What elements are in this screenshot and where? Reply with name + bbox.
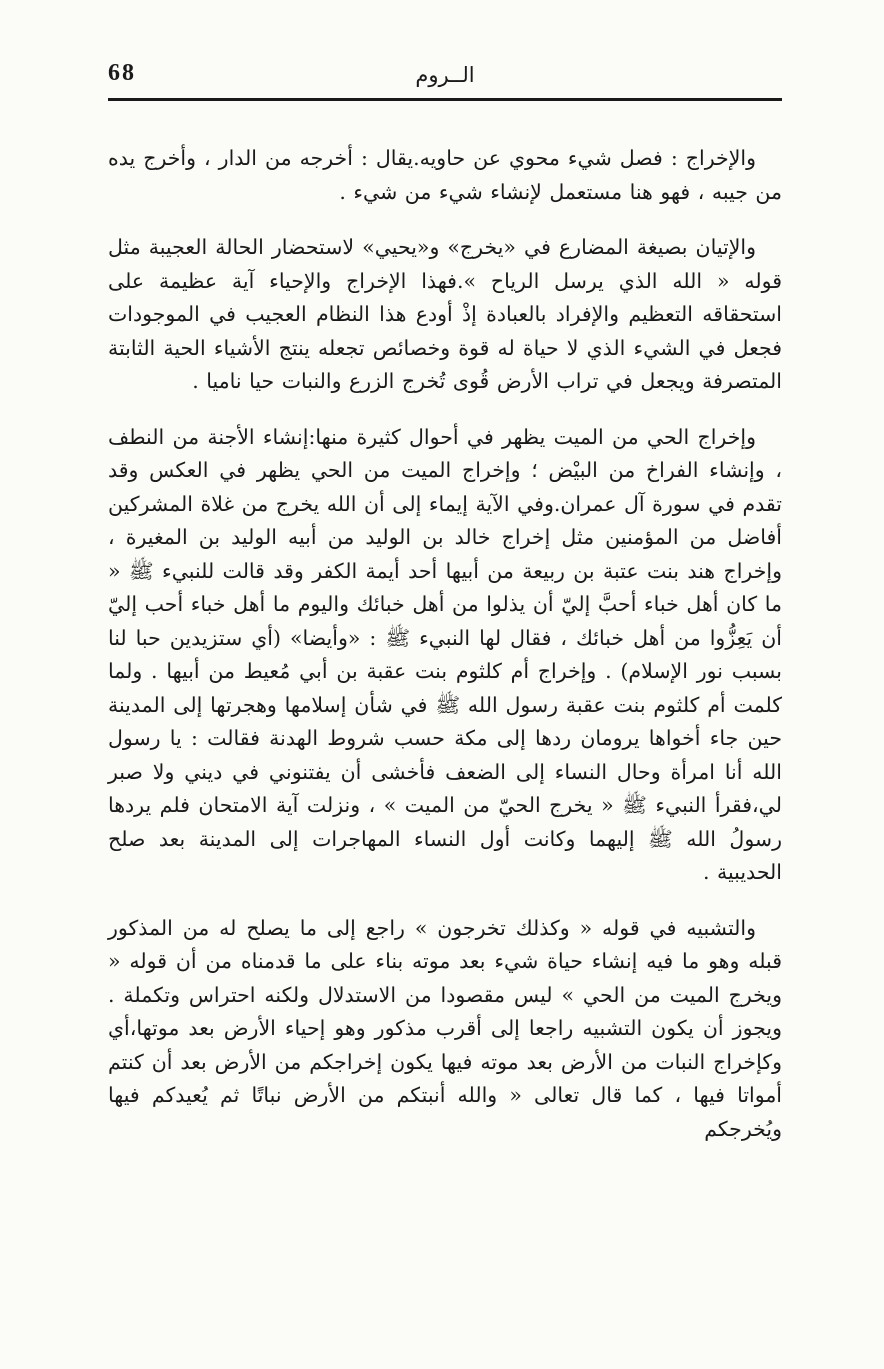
running-head: [108, 58, 782, 98]
paragraph-ikhraj-definition: والإخراج : فصل شيء محوي عن حاويه.يقال : أخرجه من الدار ، وأخرج يده من جيبه ، فهو هنا مستعمل لإنشاء شيء من شيء .: [108, 146, 782, 204]
paragraph-tashbih: والتشبيه في قوله « وكذلك تخرجون » راجع إلى ما يصلح له من المذكور قبله وهو ما فيه إنشاء حياة شيء بعد موته بناء على ما قدمناه من أن قوله « ويخرج الميت من الحي » ليس مقصودا من الاستدلال ولكنه احتراس وتكملة . ويجوز أن يكون التشبيه راجعا إلى أقرب مذكور وهو إحياء الأرض بعد موتها،أي وكإخراج النبات من الأرض بعد موته فيها يكون إخراجكم من الأرض بعد أن كنتم أمواتا فيها ، كما قال تعالى « والله أنبتكم من الأرض نباتًا ثم يُعيدكم فيها ويُخرجكم: [108, 915, 782, 1141]
body-text: [108, 142, 782, 1168]
paragraph-living-from-dead: وإخراج الحي من الميت يظهر في أحوال كثيرة منها:إنشاء الأجنة من النطف ، وإنشاء الفراخ من البيْض ؛ وإخراج الميت من الحي يظهر في العكس وقد تقدم في سورة آل عمران.وفي الآية إيماء إلى أن الله يخرج من غلاة المشركين أفاضل من المؤمنين مثل إخراج خالد بن الوليد من أبيه الوليد بن المغيرة ، وإخراج هند بنت عتبة بن ربيعة من أبيها أحد أيمة الكفر وقد قالت للنبيء ﷺ « ما كان أهل خباء أحبَّ إليّ أن يذلوا من أهل خبائك واليوم ما أهل خباء أحب إليّ أن يَعِزُّوا من أهل خبائك ، فقال لها النبيء ﷺ : «وأيضا» (أي ستزيدين حبا لنا بسبب نور الإسلام) . وإخراج أم كلثوم بنت عقبة بن أبي مُعيط من أبيها . ولما كلمت أم كلثوم بنت عقبة رسول الله ﷺ في شأن إسلامها وهجرتها إلى المدينة حين جاء أخواها يرومان ردها إلى مكة حسب شروط الهدنة فقالت : يا رسول الله أنا امرأة وحال النساء إلى الضعف فأخشى أن يفتنوني في ديني ولا صبر لي،فقرأ النبيء ﷺ « يخرج الحيّ من الميت » ، ونزلت آية الامتحان فلم يردها رسولُ الله ﷺ إليهما وكانت أول النساء المهاجرات إلى المدينة بعد صلح الحديبية .: [108, 424, 782, 884]
paragraph-present-tense: والإتيان بصيغة المضارع في «يخرج» و«يحيي» لاستحضار الحالة العجيبة مثل قوله « الله الذي يرسل الرياح ».فهذا الإخراج والإحياء آية عظيمة على استحقاقه التعظيم والإفراد بالعبادة إذْ أودع هذا النظام العجيب في الموجودات فجعل في الشيء الذي لا حياة له قوة وخصائص تجعله ينتج الأشياء الحية الثابتة المتصرفة ويجعل في تراب الأرض قُوى تُخرج الزرع والنبات حيا ناميا .: [108, 235, 782, 393]
page-number: 68: [108, 60, 136, 86]
chapter-title: الــروم: [415, 63, 475, 87]
header-rule: [108, 98, 782, 101]
